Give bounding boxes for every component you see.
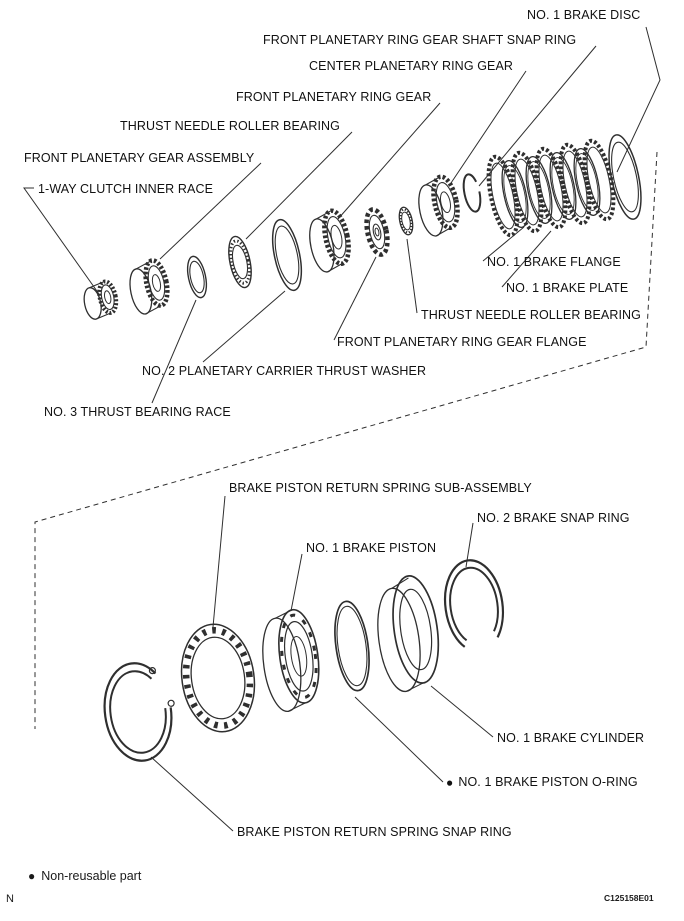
part-thrust-needle-roller-bearing-lower [397, 206, 415, 236]
label-front-planetary-ring-gear: FRONT PLANETARY RING GEAR [236, 90, 432, 104]
leader-thrust-bearing-lower [407, 239, 417, 313]
leader-front-ring-gear [338, 103, 440, 219]
label-no1-brake-cylinder: NO. 1 BRAKE CYLINDER [497, 731, 645, 745]
leader-ring-gear-flange [334, 257, 376, 340]
part-front-planetary-ring-gear-flange [363, 208, 391, 257]
legend-non-reusable-part [28, 869, 141, 883]
legend-text: Non-reusable part [41, 869, 142, 883]
part-no1-brake-disc-pack [483, 132, 647, 237]
part-brake-piston-return-spring-snap-ring [99, 658, 182, 765]
leader-one-way-clutch [24, 188, 99, 294]
part-front-planetary-gear-assembly [125, 258, 172, 316]
part-front-planetary-ring-gear-shaft-snap-ring [461, 173, 484, 213]
label-no1-brake-piston-o-ring-text: NO. 1 BRAKE PISTON O-RING [458, 775, 638, 789]
leader-no3-bearing-race [152, 300, 196, 403]
leader-no1-brake-piston [291, 554, 302, 611]
label-no1-brake-piston: NO. 1 BRAKE PISTON [306, 541, 437, 555]
label-front-planetary-ring-gear-flange: FRONT PLANETARY RING GEAR FLANGE [337, 335, 587, 349]
figure-code: C125158E01 [604, 893, 654, 903]
leader-o-ring [355, 697, 443, 782]
leader-no1-brake-disc [617, 27, 660, 172]
leader-spring-sub-assembly [213, 496, 225, 627]
non-reusable-bullet-icon: ● [446, 775, 454, 790]
leader-front-gear-assembly [160, 163, 261, 259]
label-one-way-clutch-inner-race: 1-WAY CLUTCH INNER RACE [38, 182, 214, 196]
label-center-planetary-ring-gear: CENTER PLANETARY RING GEAR [309, 59, 514, 73]
label-no2-planetary-carrier-thrust-washer: NO. 2 PLANETARY CARRIER THRUST WASHER [142, 364, 427, 378]
leader-no1-brake-cylinder [431, 686, 493, 737]
label-no1-brake-flange: NO. 1 BRAKE FLANGE [487, 255, 621, 269]
leader-thrust-bearing-upper [246, 132, 352, 239]
label-no1-brake-plate: NO. 1 BRAKE PLATE [506, 281, 629, 295]
part-no1-brake-cylinder [371, 573, 446, 694]
part-no3-thrust-bearing-race [184, 255, 209, 300]
part-front-planetary-ring-gear [304, 209, 353, 275]
label-front-planetary-ring-gear-shaft-snap-ring: FRONT PLANETARY RING GEAR SHAFT SNAP RING [263, 33, 577, 47]
part-no2-planetary-carrier-thrust-washer [267, 217, 306, 293]
non-reusable-bullet-icon: ● [28, 869, 36, 883]
page-marker: N [6, 893, 14, 905]
label-thrust-needle-roller-bearing-upper: THRUST NEEDLE ROLLER BEARING [120, 119, 340, 133]
leader-no2-carrier-washer [203, 291, 285, 362]
label-no1-brake-disc: NO. 1 BRAKE DISC [527, 8, 641, 22]
part-center-planetary-ring-gear [414, 174, 463, 238]
leader-return-spring-snap-ring [151, 757, 233, 831]
label-thrust-needle-roller-bearing-lower: THRUST NEEDLE ROLLER BEARING [421, 308, 641, 322]
assembly-boundary-dashed-line [35, 152, 657, 729]
label-no2-brake-snap-ring: NO. 2 BRAKE SNAP RING [477, 511, 630, 525]
part-no2-brake-snap-ring [439, 556, 508, 655]
label-brake-piston-return-spring-snap-ring: BRAKE PISTON RETURN SPRING SNAP RING [237, 825, 512, 839]
label-no1-brake-piston-o-ring [446, 775, 638, 789]
part-no1-brake-piston-o-ring [330, 599, 374, 693]
part-thrust-needle-roller-bearing-upper [225, 234, 255, 289]
part-brake-piston-return-spring-sub-assembly [175, 620, 261, 737]
part-no1-brake-piston [257, 607, 325, 714]
label-front-planetary-gear-assembly: FRONT PLANETARY GEAR ASSEMBLY [24, 151, 255, 165]
label-brake-piston-return-spring-sub-assembly: BRAKE PISTON RETURN SPRING SUB-ASSEMBLY [229, 481, 532, 495]
label-no3-thrust-bearing-race: NO. 3 THRUST BEARING RACE [44, 405, 231, 419]
part-one-way-clutch-inner-race [81, 280, 120, 321]
